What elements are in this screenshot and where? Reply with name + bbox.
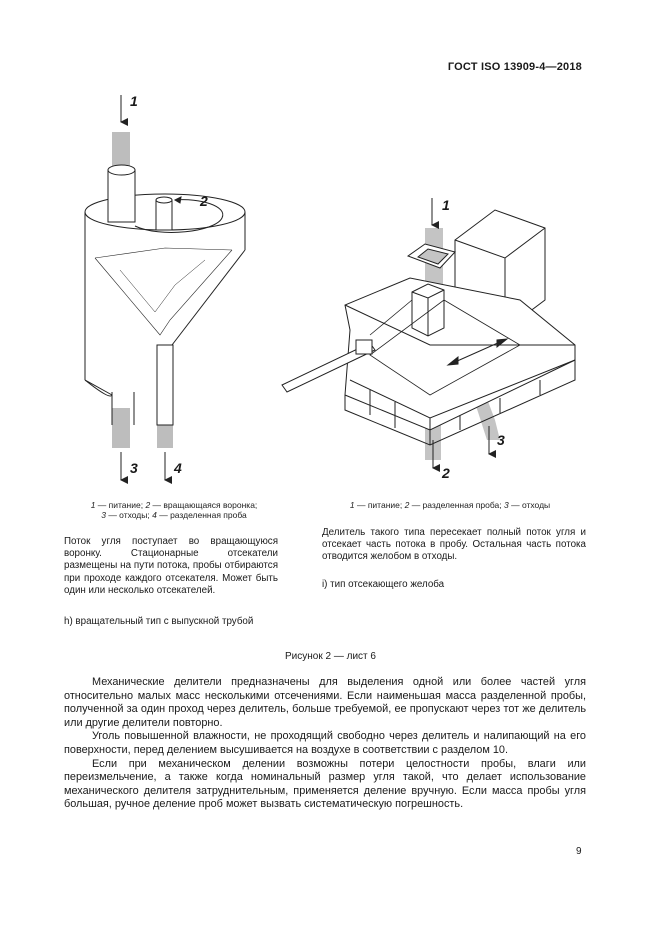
- paragraph: Механические делители предназначены для выделения одной или более частей угля относительно малых масс несколькими отсечениями. Если наименьшая масса разделенной пробы, полученной за один проход через делитель, больше требуемой, ее пропускают через тот же делитель или другие делители повторно.: [64, 676, 586, 729]
- figure-title: Рисунок 2 — лист 6: [285, 651, 376, 662]
- label-rotating-funnel: 2: [200, 193, 208, 209]
- legend-left: 1 — питание; 2 — вращающаяся воронка; 3 — отходы; 4 — разделенная проба: [90, 500, 258, 520]
- body-text: [64, 676, 586, 812]
- subcaption-h: h) вращательный тип с выпускной трубой: [64, 616, 254, 627]
- description-left: Поток угля поступает во вращающуюся воронку. Стационарные отсекатели размещены на пути потока, пробы отбираются при проходе каждого отсекателя. Может быть один или несколько отсекателей.: [64, 536, 278, 596]
- paragraph: Если при механическом делении возможны потери целостности пробы, влаги или переизмельчение, а также когда номинальный размер угля такой, что делает использование механического делителя затруднительным, применяется деление вручную. Если масса пробы угля большая, ручное деление проб может вызвать систематическую погрешность.: [64, 757, 586, 811]
- rotary-divider-drawing: [85, 95, 245, 480]
- subcaption-i: i) тип отсекающего желоба: [322, 579, 445, 590]
- label-sample-right: 2: [442, 465, 450, 481]
- label-sample-left: 4: [174, 460, 182, 476]
- document-header: ГОСТ ISO 13909-4—2018: [447, 61, 582, 73]
- page-number: 9: [576, 846, 582, 857]
- legend-right: 1 — питание; 2 — разделенная проба; 3 — отходы: [349, 500, 551, 510]
- description-right: Делитель такого типа пересекает полный поток угля и отсекает часть потока в пробу. Остальная часть потока отводится желобом в отходы.: [322, 527, 586, 563]
- paragraph: Уголь повышенной влажности, не проходящий свободно через делитель и налипающий на его поверхности, перед делением высушивается на воздухе в соответствии с разделом 10.: [64, 730, 586, 756]
- cutter-chute-drawing: [282, 198, 575, 468]
- label-feed-right: 1: [442, 197, 450, 213]
- label-feed-left: 1: [130, 93, 138, 109]
- label-reject-left: 3: [130, 460, 138, 476]
- label-reject-right: 3: [497, 432, 505, 448]
